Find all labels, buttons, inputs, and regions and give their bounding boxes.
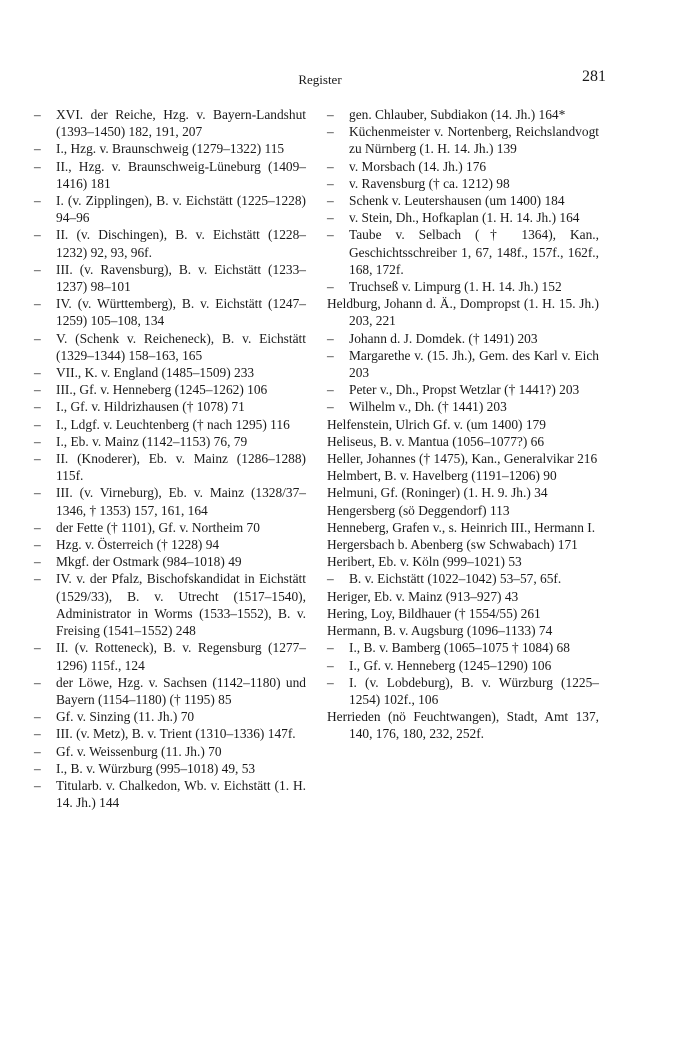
index-entry xyxy=(327,295,599,329)
index-entry xyxy=(327,192,599,209)
index-entry xyxy=(34,760,306,777)
entry-dash: – xyxy=(327,674,334,690)
index-entry xyxy=(34,381,306,398)
entry-dash: – xyxy=(34,193,41,209)
entry-text: Heliseus, B. v. Mantua (1056–1077?) 66 xyxy=(327,433,545,449)
entry-text: B. v. Eichstätt (1022–1042) 53–57, 65f. xyxy=(349,571,562,587)
entry-text: Hermann, B. v. Augsburg (1096–1133) 74 xyxy=(327,623,553,639)
entry-text: I., Ldgf. v. Leuchtenberg († nach 1295) 116 xyxy=(56,416,290,432)
index-column-left xyxy=(34,106,306,811)
entry-dash: – xyxy=(327,399,334,415)
entry-text: III. (v. Metz), B. v. Trient (1310–1336) 147f. xyxy=(56,726,296,742)
entry-text: Heriger, Eb. v. Mainz (913–927) 43 xyxy=(327,588,519,604)
entry-text: Heller, Johannes († 1475), Kan., Generalvikar 216 xyxy=(327,451,598,467)
index-entry xyxy=(34,158,306,192)
entry-text: der Fette († 1101), Gf. v. Northeim 70 xyxy=(56,519,260,535)
entry-text: IV. (v. Württemberg), B. v. Eichstätt (1247–1259) 105–108, 134 xyxy=(56,296,306,329)
index-entry xyxy=(327,330,599,347)
entry-dash: – xyxy=(327,347,334,363)
entry-text: III. (v. Ravensburg), B. v. Eichstätt (1233–1237) 98–101 xyxy=(56,261,306,295)
entry-text: Küchenmeister v. Nortenberg, Reichslandvogt zu Nürnberg (1. H. 14. Jh.) 139 xyxy=(349,124,599,157)
entry-text: Johann d. J. Domdek. († 1491) 203 xyxy=(349,330,538,346)
entry-text: Gf. v. Weissenburg (11. Jh.) 70 xyxy=(56,743,222,759)
index-entry xyxy=(327,605,599,622)
index-entry xyxy=(327,106,599,123)
index-entry xyxy=(34,725,306,742)
entry-dash: – xyxy=(34,554,41,570)
index-entry xyxy=(34,226,306,260)
index-entry xyxy=(34,639,306,673)
entry-text: Mkgf. der Ostmark (984–1018) 49 xyxy=(56,554,242,570)
entry-dash: – xyxy=(34,399,41,415)
index-entry xyxy=(34,519,306,536)
index-entry xyxy=(327,398,599,415)
entry-text: I., Eb. v. Mainz (1142–1153) 76, 79 xyxy=(56,433,248,449)
entry-dash: – xyxy=(34,571,41,587)
index-entry xyxy=(34,433,306,450)
entry-dash: – xyxy=(327,330,334,346)
entry-text: Helfenstein, Ulrich Gf. v. (um 1400) 179 xyxy=(327,416,546,432)
entry-text: Helmuni, Gf. (Roninger) (1. H. 9. Jh.) 34 xyxy=(327,485,548,501)
entry-text: Helmbert, B. v. Havelberg (1191–1206) 90 xyxy=(327,468,557,484)
entry-dash: – xyxy=(34,777,41,793)
index-entry xyxy=(327,175,599,192)
entry-dash: – xyxy=(34,433,41,449)
entry-text: Titularb. v. Chalkedon, Wb. v. Eichstätt (1. H. 14. Jh.) 144 xyxy=(56,777,306,811)
entry-text: Gf. v. Sinzing (11. Jh.) 70 xyxy=(56,709,195,725)
entry-dash: – xyxy=(327,210,334,226)
index-entry xyxy=(327,450,599,467)
index-entry xyxy=(327,433,599,450)
index-entry xyxy=(327,570,599,587)
entry-text: Truchseß v. Limpurg (1. H. 14. Jh.) 152 xyxy=(349,279,562,295)
entry-text: I., B. v. Würzburg (995–1018) 49, 53 xyxy=(56,760,256,776)
index-entry xyxy=(327,467,599,484)
entry-text: I. (v. Lobdeburg), B. v. Würzburg (1225–1254) 102f., 106 xyxy=(349,674,599,707)
index-entry xyxy=(34,484,306,518)
entry-dash: – xyxy=(34,227,41,243)
page-number: 281 xyxy=(582,68,606,85)
entry-text: II. (v. Dischingen), B. v. Eichstätt (1228–1232) 92, 93, 96f. xyxy=(56,227,306,260)
index-entry xyxy=(327,502,599,519)
page-header xyxy=(34,68,606,94)
index-entry xyxy=(34,416,306,433)
entry-text: II., Hzg. v. Braunschweig-Lüneburg (1409–1416) 181 xyxy=(56,158,306,191)
entry-dash: – xyxy=(34,261,41,277)
entry-dash: – xyxy=(327,657,334,673)
index-entry xyxy=(34,708,306,725)
entry-text: v. Morsbach (14. Jh.) 176 xyxy=(349,158,487,174)
entry-dash: – xyxy=(327,124,334,140)
entry-text: I., B. v. Bamberg (1065–1075 † 1084) 68 xyxy=(349,640,570,656)
index-entry xyxy=(34,570,306,639)
entry-text: V. (Schenk v. Reicheneck), B. v. Eichstätt (1329–1344) 158–163, 165 xyxy=(56,330,306,363)
entry-dash: – xyxy=(34,382,41,398)
entry-dash: – xyxy=(327,193,334,209)
entry-dash: – xyxy=(34,451,41,467)
entry-text: v. Stein, Dh., Hofkaplan (1. H. 14. Jh.) 164 xyxy=(349,210,580,226)
entry-text: Hengersberg (sö Deggendorf) 113 xyxy=(327,502,510,518)
index-column-right xyxy=(327,106,599,743)
entry-text: v. Ravensburg († ca. 1212) 98 xyxy=(349,175,510,191)
entry-dash: – xyxy=(34,330,41,346)
index-entry xyxy=(34,553,306,570)
entry-text: III., Gf. v. Henneberg (1245–1262) 106 xyxy=(56,382,268,398)
entry-dash: – xyxy=(327,571,334,587)
entry-dash: – xyxy=(34,141,41,157)
entry-text: Hergersbach b. Abenberg (sw Schwabach) 171 xyxy=(327,537,578,553)
entry-dash: – xyxy=(327,158,334,174)
index-entry xyxy=(327,484,599,501)
running-head: Register xyxy=(298,72,342,87)
index-entry xyxy=(327,226,599,278)
entry-text: Hzg. v. Österreich († 1228) 94 xyxy=(56,537,220,553)
entry-text: I., Hzg. v. Braunschweig (1279–1322) 115 xyxy=(56,141,285,157)
entry-text: der Löwe, Hzg. v. Sachsen (1142–1180) und Bayern (1154–1180) († 1195) 85 xyxy=(56,674,306,707)
index-entry xyxy=(34,140,306,157)
index-entry xyxy=(327,674,599,708)
entry-text: VII., K. v. England (1485–1509) 233 xyxy=(56,365,255,381)
entry-text: Henneberg, Grafen v., s. Heinrich III., Hermann I. xyxy=(327,519,596,535)
entry-text: Schenk v. Leutershausen (um 1400) 184 xyxy=(349,193,565,209)
entry-dash: – xyxy=(34,296,41,312)
entry-text: Herrieden (nö Feuchtwangen), Stadt, Amt 137, 140, 176, 180, 232, 252f. xyxy=(327,709,599,742)
entry-dash: – xyxy=(34,726,41,742)
index-entry xyxy=(327,639,599,656)
entry-text: I. (v. Zipplingen), B. v. Eichstätt (1225–1228) 94–96 xyxy=(56,193,306,226)
entry-dash: – xyxy=(327,382,334,398)
index-entry xyxy=(327,158,599,175)
entry-text: I., Gf. v. Hildrizhausen († 1078) 71 xyxy=(56,399,245,415)
index-entry xyxy=(327,123,599,157)
entry-text: Heribert, Eb. v. Köln (999–1021) 53 xyxy=(327,554,522,570)
entry-text: II. (v. Rotteneck), B. v. Regensburg (1277–1296) 115f., 124 xyxy=(56,640,306,673)
entry-text: II. (Knoderer), Eb. v. Mainz (1286–1288) 115f. xyxy=(56,451,306,484)
entry-dash: – xyxy=(327,640,334,656)
index-entry xyxy=(327,416,599,433)
entry-text: Peter v., Dh., Propst Wetzlar († 1441?) 203 xyxy=(349,382,580,398)
index-entry xyxy=(34,743,306,760)
index-entry xyxy=(34,450,306,484)
entry-dash: – xyxy=(34,107,41,122)
index-entry xyxy=(34,398,306,415)
entry-dash: – xyxy=(34,760,41,776)
index-entry xyxy=(327,209,599,226)
index-entry xyxy=(34,536,306,553)
entry-dash: – xyxy=(34,640,41,656)
index-entry xyxy=(34,364,306,381)
entry-dash: – xyxy=(34,365,41,381)
index-entry xyxy=(327,657,599,674)
entry-dash: – xyxy=(327,227,334,243)
index-entry xyxy=(34,674,306,708)
index-entry xyxy=(327,347,599,381)
entry-text: Heldburg, Johann d. Ä., Dompropst (1. H. 15. Jh.) 203, 221 xyxy=(327,296,599,329)
entry-dash: – xyxy=(327,175,334,191)
entry-dash: – xyxy=(34,485,41,501)
index-entry xyxy=(34,261,306,295)
index-entry xyxy=(327,278,599,295)
entry-text: IV. v. der Pfalz, Bischofskandidat in Eichstätt (1529/33), B. v. Utrecht (1517–1540), Administrator in Worms (1533–1552), B. v. Freising (1541–1552) 248 xyxy=(56,571,306,639)
entry-text: Hering, Loy, Bildhauer († 1554/55) 261 xyxy=(327,605,541,621)
index-entry xyxy=(327,708,599,742)
index-entry xyxy=(34,330,306,364)
entry-text: Taube v. Selbach († 1364), Kan., Geschichtsschreiber 1, 67, 148f., 157f., 162f., 168, 172f. xyxy=(349,227,599,277)
entry-text: I., Gf. v. Henneberg (1245–1290) 106 xyxy=(349,657,552,673)
index-entry xyxy=(34,777,306,811)
entry-dash: – xyxy=(34,416,41,432)
entry-dash: – xyxy=(327,107,334,122)
entry-dash: – xyxy=(34,674,41,690)
entry-text: XVI. der Reiche, Hzg. v. Bayern-Landshut (1393–1450) 182, 191, 207 xyxy=(56,107,306,140)
index-entry xyxy=(327,622,599,639)
entry-text: gen. Chlauber, Subdiakon (14. Jh.) 164* xyxy=(349,107,566,122)
entry-text: III. (v. Virneburg), Eb. v. Mainz (1328/37–1346, † 1353) 157, 161, 164 xyxy=(56,485,306,518)
index-entry xyxy=(34,295,306,329)
index-entry xyxy=(34,192,306,226)
entry-dash: – xyxy=(34,519,41,535)
entry-dash: – xyxy=(34,158,41,174)
entry-dash: – xyxy=(34,743,41,759)
index-entry xyxy=(327,519,599,536)
entry-dash: – xyxy=(327,279,334,295)
entry-dash: – xyxy=(34,709,41,725)
index-entry xyxy=(327,536,599,553)
entry-text: Wilhelm v., Dh. († 1441) 203 xyxy=(349,399,507,415)
entry-dash: – xyxy=(34,537,41,553)
index-entry xyxy=(327,588,599,605)
index-entry xyxy=(327,381,599,398)
index-entry xyxy=(34,106,306,140)
entry-text: Margarethe v. (15. Jh.), Gem. des Karl v. Eich 203 xyxy=(349,347,599,381)
index-entry xyxy=(327,553,599,570)
